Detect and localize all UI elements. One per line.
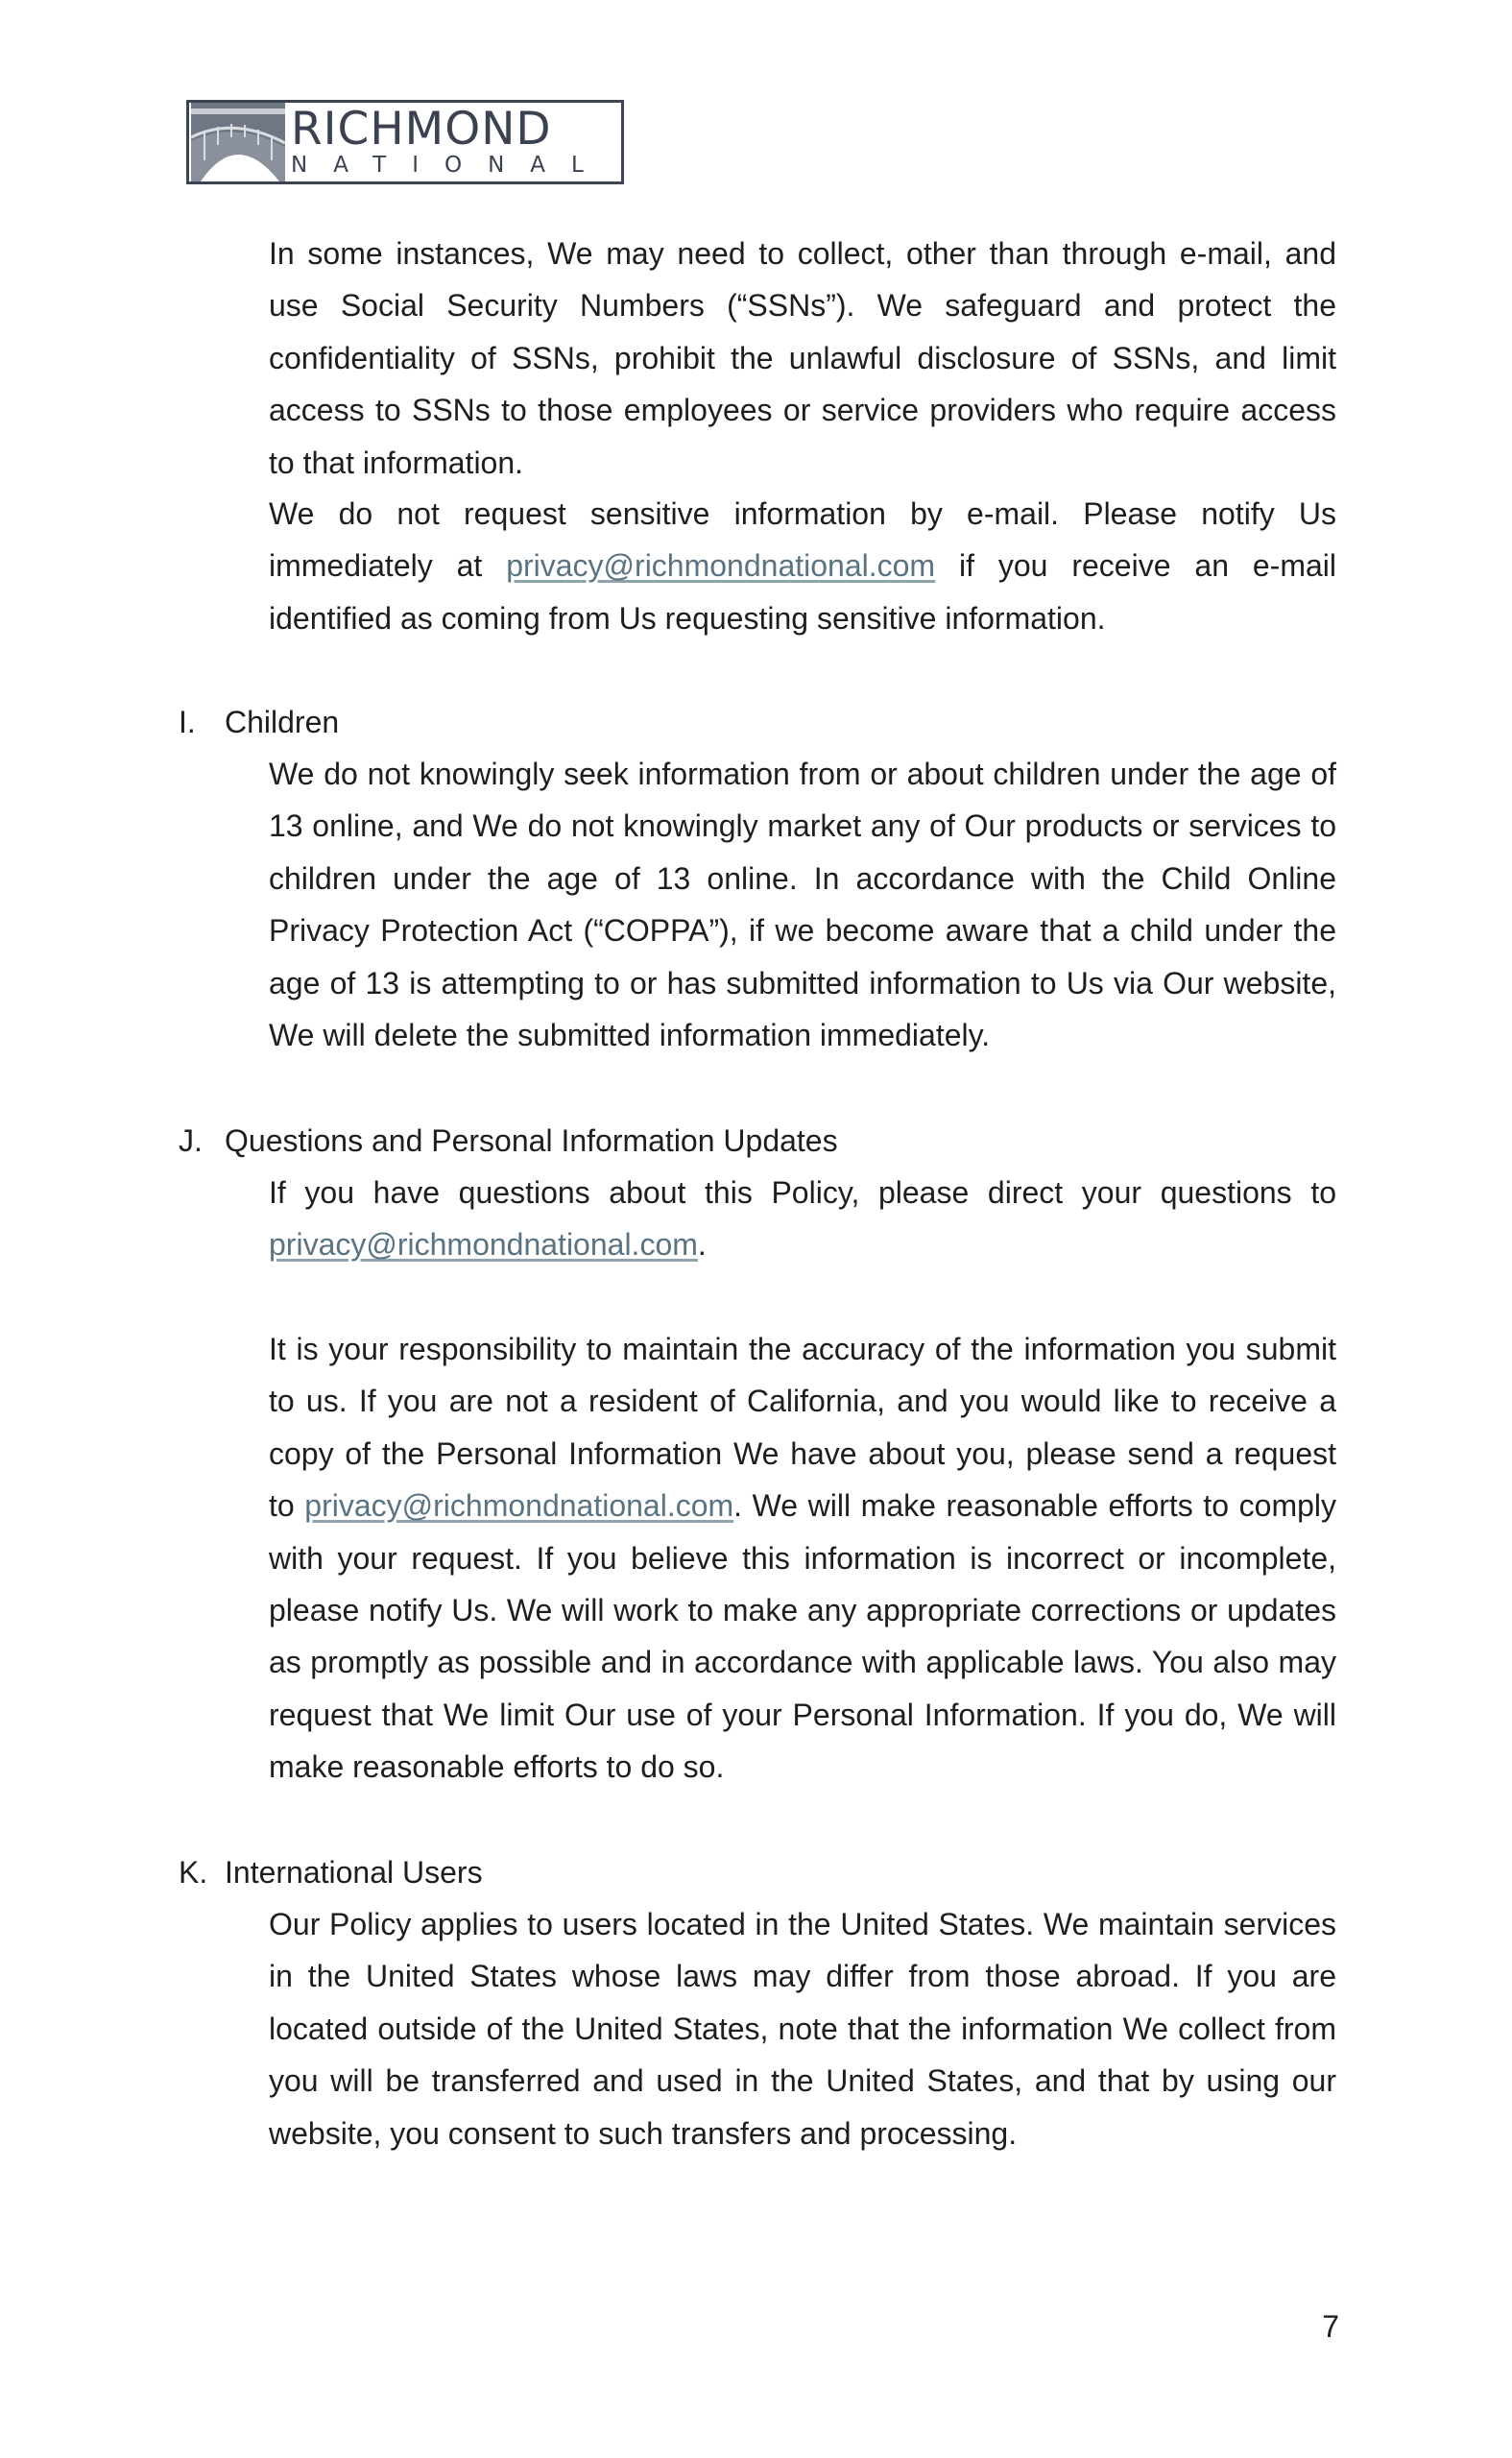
email-notice-text-before: We do not request sensitive information by e-mail. Please notify Us immediately at [269,496,1336,584]
questions-text-before: If you have questions about this Policy, please direct your questions to [269,1175,1336,1210]
logo-name: RICHMOND [291,103,552,156]
ssn-paragraph: In some instances, We may need to collect, other than through e-mail, and use Social Security Numbers (“SSNs”). We safeguard and protect the confidentiality of SSNs, prohibit the unlawful disclosure of SSNs, and limit access to SSNs to those employees or service providers who require access to that information. [269,236,1336,480]
bridge-icon [191,103,285,181]
accuracy-paragraph [269,1323,1336,1794]
privacy-email-link[interactable]: privacy@richmondnational.com [304,1488,734,1524]
accuracy-text-before: It is your responsibility to maintain the accuracy of the information you submit to us. If you are not a resident of California, and you would like to receive a copy of the Personal Information We have about you, please send a request to [269,1332,1336,1524]
privacy-email-link[interactable]: privacy@richmondnational.com [269,1227,698,1263]
section-title: Questions and Personal Information Updates [225,1123,838,1158]
section-heading-international [179,1846,483,1898]
logo-subtitle: NATIONAL [291,153,610,178]
logo-wordmark [285,103,621,178]
email-notice-paragraph [269,488,1336,644]
company-logo [186,100,624,184]
accuracy-text-after: . We will make reasonable efforts to comply with your request. If you believe this information is incorrect or incomplete, please notify Us. We will work to make any appropriate corrections or updates as promptly as possible and in accordance with applicable laws. You also may request that We limit Our use of your Personal Information. If you do, We will make reasonable efforts to do so. [269,1488,1337,1785]
email-notice-text-after: if you receive an e-mail identified as coming from Us requesting sensitive information. [269,548,1336,636]
children-paragraph: We do not knowingly seek information from or about children under the age of 13 online, and We do not knowingly market any of Our products or services to children under the age of 13 online. In accordance with the Child Online Privacy Protection Act (“COPPA”), if we become aware that a child under the age of 13 is attempting to or has submitted information to Us via Our website, We will delete the submitted information immediately. [269,757,1336,1053]
questions-text-after: . [697,1227,707,1263]
international-paragraph: Our Policy applies to users located in the United States. We maintain services in the United States whose laws may differ from those abroad. If you are located outside of the United States, note that the information We collect from you will be transferred and used in the United States, and that by using our website, you consent to such transfers and processing. [269,1907,1336,2151]
section-title: International Users [225,1855,483,1890]
questions-paragraph [269,1167,1336,1271]
privacy-email-link[interactable]: privacy@richmondnational.com [506,548,936,584]
section-letter: K. [179,1855,208,1890]
section-letter: J. [179,1123,203,1158]
section-heading-children [179,696,339,748]
section-heading-questions [179,1115,838,1167]
page-number: 7 [1322,2309,1339,2344]
section-title: Children [225,705,340,739]
section-letter: I. [179,705,196,739]
